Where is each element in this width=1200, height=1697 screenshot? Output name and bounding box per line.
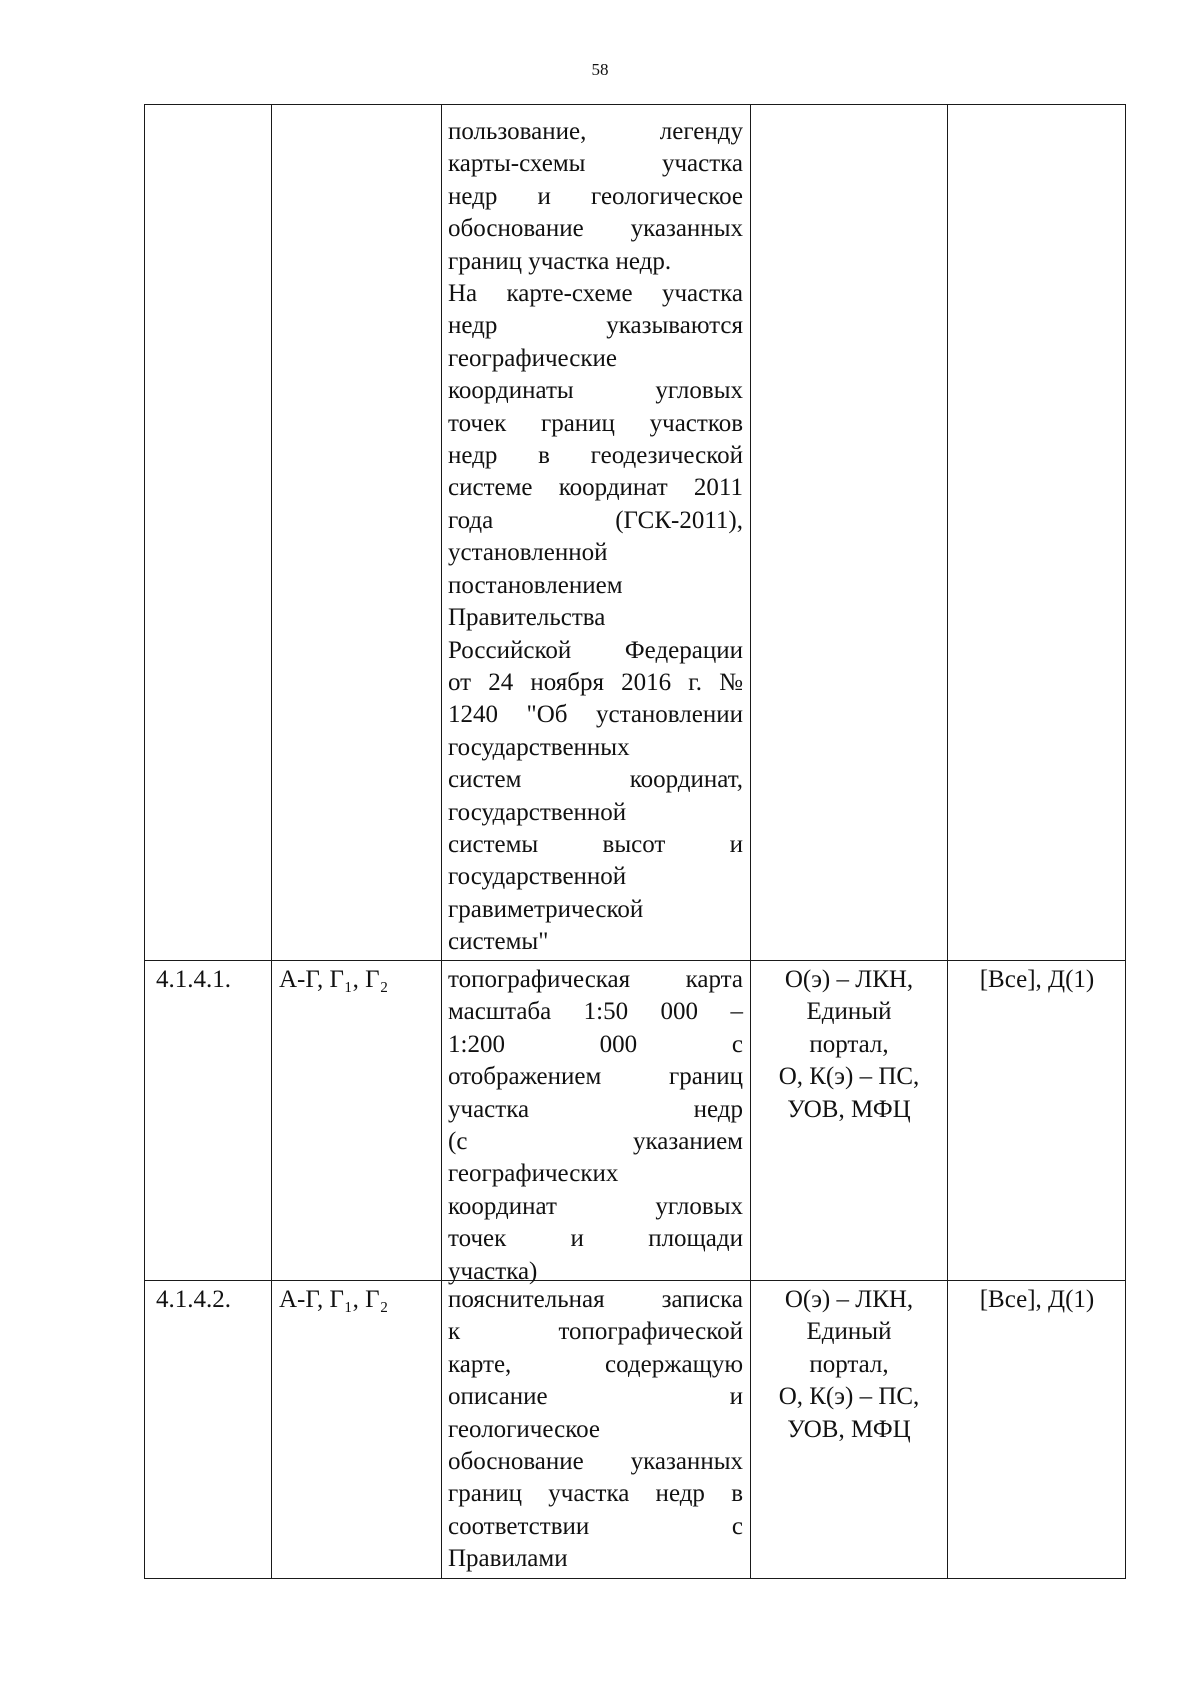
continuation-description-line: года (ГСК-2011), bbox=[448, 506, 743, 534]
column-divider-3 bbox=[750, 104, 751, 1579]
row-2-channels bbox=[752, 1284, 946, 1446]
row-2-description bbox=[448, 1284, 743, 1576]
row-1-description-line: топографическая карта bbox=[448, 966, 743, 993]
row-1-channels bbox=[752, 964, 946, 1126]
row-1-description-line: географических bbox=[448, 1160, 619, 1188]
row-2-access: [Все], Д(1) bbox=[979, 1286, 1095, 1313]
continuation-description-line: На карте-схеме участка bbox=[448, 280, 743, 308]
row-2-number: 4.1.4.2. bbox=[156, 1286, 231, 1313]
column-divider-4 bbox=[947, 104, 948, 1579]
row-1-category: А-Г, Г₁, Г₂ bbox=[279, 966, 389, 993]
row-2-channels-line: портал, bbox=[809, 1350, 889, 1378]
continuation-description-line: Российской Федерации bbox=[448, 636, 743, 664]
continuation-description-line: системы высот и bbox=[448, 830, 743, 858]
continuation-description-line: недр указываются bbox=[448, 312, 743, 340]
continuation-description-line: границ участка недр. bbox=[448, 247, 672, 275]
row-2-description-line: описание и bbox=[448, 1383, 743, 1411]
row-1-channels-line: портал, bbox=[809, 1030, 889, 1058]
row-2-description-line: карте, содержащую bbox=[448, 1350, 743, 1378]
continuation-description-line: от 24 ноября 2016 г. № bbox=[448, 668, 743, 696]
row-1-description-line: точек и площади bbox=[448, 1225, 743, 1253]
row-divider-1 bbox=[144, 960, 1126, 961]
continuation-description-line: обоснование указанных bbox=[448, 215, 743, 243]
continuation-description-line: системе координат 2011 bbox=[448, 474, 743, 502]
row-2-description-line: к топографической bbox=[448, 1318, 743, 1346]
row-2-description-line: пояснительная записка bbox=[448, 1286, 743, 1313]
column-divider-1 bbox=[271, 104, 272, 1579]
continuation-description-line: пользование, легенду bbox=[448, 118, 743, 145]
row-1-number: 4.1.4.1. bbox=[156, 966, 231, 993]
row-1-description-line: участка) bbox=[448, 1257, 538, 1285]
row-1-description-line: координат угловых bbox=[448, 1192, 743, 1220]
row-2-channels-line: О, К(э) – ПС, bbox=[778, 1383, 920, 1411]
continuation-description-line: установленной bbox=[448, 539, 608, 567]
continuation-description-line: недр в геодезической bbox=[448, 442, 743, 470]
continuation-description-line: постановлением bbox=[448, 571, 623, 599]
row-2-description-line: соответствии с bbox=[448, 1512, 743, 1540]
continuation-description-line: 1240 "Об установлении bbox=[448, 701, 743, 729]
table-border-right bbox=[1125, 104, 1126, 1579]
row-1-channels-line: О, К(э) – ПС, bbox=[778, 1063, 920, 1091]
page-number: 58 bbox=[591, 60, 609, 79]
row-1-description bbox=[448, 964, 743, 1288]
row-1-channels-line: О(э) – ЛКН, bbox=[784, 966, 914, 993]
continuation-description-line: точек границ участков bbox=[448, 409, 743, 437]
continuation-description-line: системы" bbox=[448, 928, 549, 956]
row-2-category: А-Г, Г₁, Г₂ bbox=[279, 1286, 389, 1313]
row-1-access: [Все], Д(1) bbox=[979, 966, 1095, 993]
row-2-description-line: обоснование указанных bbox=[448, 1448, 743, 1476]
continuation-description-line: географические bbox=[448, 344, 617, 372]
table-border-left bbox=[144, 104, 145, 1579]
row-2-description-line: геологическое bbox=[448, 1415, 600, 1443]
row-1-description-line: 1:200 000 с bbox=[448, 1030, 743, 1058]
row-1-description-line: отображением границ bbox=[448, 1063, 743, 1091]
continuation-description-line: систем координат, bbox=[448, 766, 743, 794]
row-1-description-line: (с указанием bbox=[448, 1128, 743, 1156]
row-2-channels-line: УОВ, МФЦ bbox=[787, 1415, 911, 1443]
continuation-description-line: государственных bbox=[448, 733, 630, 761]
continuation-description-line: государственной bbox=[448, 863, 627, 891]
row-2-channels-line: О(э) – ЛКН, bbox=[784, 1286, 914, 1313]
continuation-description-line: карты-схемы участка bbox=[448, 150, 743, 178]
continuation-description-line: государственной bbox=[448, 798, 627, 826]
row-1-channels-line: Единый bbox=[806, 998, 892, 1026]
table-border-bottom bbox=[144, 1578, 1126, 1579]
document-table bbox=[144, 104, 1126, 1579]
row-1-description-line: участка недр bbox=[448, 1095, 743, 1123]
column-divider-2 bbox=[441, 104, 442, 1579]
continuation-description-line: Правительства bbox=[448, 604, 606, 632]
continuation-description-line: гравиметрической bbox=[448, 895, 644, 923]
row-2-channels-line: Единый bbox=[806, 1318, 892, 1346]
table-border-top bbox=[144, 104, 1126, 105]
row-1-description-line: масштаба 1:50 000 – bbox=[448, 998, 743, 1026]
row-2-description-line: границ участка недр в bbox=[448, 1480, 743, 1508]
row-2-description-line: Правилами bbox=[448, 1545, 568, 1573]
row-1-channels-line: УОВ, МФЦ bbox=[787, 1095, 911, 1123]
continuation-description-line: недр и геологическое bbox=[448, 182, 743, 210]
continuation-description-line: координаты угловых bbox=[448, 377, 743, 405]
continuation-description-cell bbox=[448, 116, 743, 959]
